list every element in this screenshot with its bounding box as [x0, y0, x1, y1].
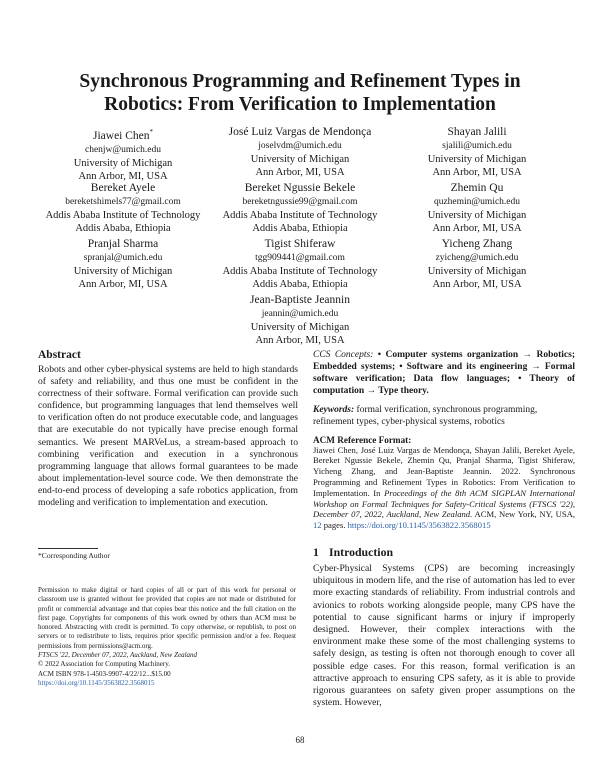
- author-affiliation: University of Michigan: [73, 157, 173, 169]
- author-email: tgg909441@gmail.com: [255, 253, 345, 263]
- author-location: Ann Arbor, MI, USA: [432, 167, 522, 178]
- author-block: [208, 181, 392, 235]
- author-name: Bereket Ngussie Bekele: [244, 182, 356, 194]
- author-affiliation: Addis Ababa Institute of Technology: [222, 266, 378, 277]
- author-name: Yicheng Zhang: [441, 238, 513, 250]
- author-location: Addis Ababa, Ethiopia: [252, 223, 348, 234]
- author-name: José Luiz Vargas de Mendonça: [228, 126, 372, 138]
- author-location: Ann Arbor, MI, USA: [432, 279, 522, 290]
- author-email: bereketngussie99@gmail.com: [242, 197, 358, 207]
- author-affiliation: Addis Ababa Institute of Technology: [222, 210, 378, 221]
- keywords: [313, 404, 575, 428]
- right-column: [313, 349, 575, 709]
- author-block: [208, 237, 392, 291]
- author-block: [392, 181, 562, 235]
- author-name: Shayan Jalili: [447, 126, 507, 138]
- author-email: sjalili@umich.edu: [442, 141, 512, 151]
- copyright-doi-link[interactable]: https://doi.org/10.1145/3563822.3568015: [38, 678, 155, 687]
- author-block: [38, 237, 208, 291]
- paper-title: [40, 70, 560, 116]
- author-block: [392, 125, 562, 179]
- author-affiliation: University of Michigan: [427, 154, 527, 165]
- author-affiliation: University of Michigan: [250, 322, 350, 333]
- author-affiliation: University of Michigan: [73, 266, 173, 277]
- venue-line: FTSCS '22, December 07, 2022, Auckland, New Zealand: [38, 651, 198, 660]
- ccs-concepts: [313, 349, 575, 397]
- abstract-text: Robots and other cyber-physical systems are held to high standards of safety and reliability, and thus one must be confident in the correctness of their software. Formal verification can provide such confidence, but programming languages that lend themselves well to verification often do not produce executable code, and languages that are executable do not typically have precise enough formal semantics. We present MARVeLus, a stream-based approach to combining verification and execution in a synchronous programming language that allows formal guarantees to be made about implementation-level source code. We then demonstrate the end-to-end process of developing a safe robotics application, from modeling and verification to implementation and execution.: [38, 364, 298, 509]
- author-location: Addis Ababa, Ethiopia: [75, 223, 171, 234]
- author-name: Jiawei Chen*: [92, 128, 154, 142]
- introduction-heading: 1 Introduction: [313, 544, 394, 559]
- author-affiliation: University of Michigan: [427, 266, 527, 277]
- author-affiliation: University of Michigan: [250, 154, 350, 165]
- footnote: *Corresponding Author: [38, 551, 110, 560]
- title-line-1: Synchronous Programming and Refinement Types in: [79, 71, 521, 92]
- author-block: [38, 181, 208, 235]
- title-line-2: Robotics: From Verification to Implementation: [104, 94, 496, 115]
- keywords-label: Keywords:: [313, 405, 355, 416]
- ccs-concept-2: • Software and its engineering → Formal software verification; Data flow languages;: [313, 362, 575, 385]
- author-email: zyicheng@umich.edu: [435, 253, 519, 263]
- author-name: Zhemin Qu: [450, 182, 504, 194]
- author-name: Bereket Ayele: [90, 182, 156, 194]
- author-email: jeannin@umich.edu: [261, 309, 339, 319]
- isbn-line: ACM ISBN 978-1-4503-9907-4/22/12...$15.00: [38, 669, 171, 678]
- author-block: [208, 125, 392, 179]
- section-number: 1: [313, 544, 319, 559]
- author-location: Ann Arbor, MI, USA: [78, 279, 168, 290]
- ccs-concept-1: • Computer systems organization → Robotics; Embedded systems;: [313, 350, 575, 373]
- author-location: Ann Arbor, MI, USA: [432, 223, 522, 234]
- author-email: quzhemin@umich.edu: [433, 197, 521, 207]
- author-block: [392, 237, 562, 291]
- reference-format-heading: ACM Reference Format:: [313, 434, 412, 445]
- author-block: [208, 293, 392, 347]
- author-location: Ann Arbor, MI, USA: [255, 335, 345, 346]
- pages-link[interactable]: 12: [313, 520, 322, 531]
- author-name: Pranjal Sharma: [87, 238, 159, 250]
- author-affiliation: Addis Ababa Institute of Technology: [45, 210, 201, 221]
- author-mark: *: [149, 128, 154, 136]
- page-number: 68: [295, 735, 305, 745]
- left-column: [38, 349, 298, 509]
- author-name: Jean-Baptiste Jeannin: [250, 294, 350, 306]
- author-block: [38, 125, 208, 183]
- author-location: Ann Arbor, MI, USA: [255, 167, 345, 178]
- author-affiliation: University of Michigan: [427, 210, 527, 221]
- footnote-rule: [38, 548, 98, 549]
- author-location: Ann Arbor, MI, USA: [78, 170, 168, 182]
- permission-text: Permission to make digital or hard copies of all or part of this work for personal or classroom use is granted without fee provided that copies are not made or distributed for profit or commercial advantage and that copies bear this notice and the full citation on the first page. Copyrights for components of this work owned by others than ACM must be honored. Abstracting with credit is permitted. To copy otherwise, or republish, to post on servers or to redistribute to lists, requires prior specific permission and/or a fee. Request permissions from permissions@acm.org.: [38, 586, 296, 650]
- author-email: joselvdm@umich.edu: [258, 141, 342, 151]
- copyright-line: © 2022 Association for Computing Machinery.: [38, 660, 171, 669]
- author-name: Tigist Shiferaw: [264, 238, 336, 250]
- author-email: chenjw@umich.edu: [84, 144, 162, 155]
- copyright-block: [38, 586, 296, 688]
- author-email: spranjal@umich.edu: [83, 253, 163, 263]
- keywords-text: formal verification, synchronous programming, refinement types, cyber-physical systems, robotics: [313, 405, 538, 428]
- abstract-heading: Abstract: [38, 349, 81, 361]
- introduction-text: Cyber-Physical Systems (CPS) are becoming increasingly ubiquitous in modern life, and the rise of automation has led to ever more exacting standards of reliability. From industrial controls and avionics to robots working alongside people, many CPS have the potential to cause significant harms or injury if improperly designed. However, their complex interactions with the environment make these some of the most challenging systems to safely design, as testing is often not thorough enough to cover all possible edge cases. For this reason, formal verification is an attractive approach to ensuring CPS safety, as it is able to provide rigorous guarantees on safety given proper assumptions on the system. However,: [313, 562, 575, 709]
- reference-format-text: Jiawei Chen, José Luiz Vargas de Mendonça, Shayan Jalili, Bereket Ayele, Bereket Ngussie Bekele, Zhemin Qu, Pranjal Sharma, Tigist Shiferaw, Yicheng Zhang, and Jean-Baptiste Jeannin. 2022. Synchronous Programming and Refinement Types in Robotics: From Verification to Implementation. In Proceedings of the 8th ACM SIGPLAN International Workshop on Formal Techniques for Safety-Critical Systems (FTSCS '22), December 07, 2022, Auckland, New Zealand. ACM, New York, NY, USA, 12 pages. https://doi.org/10.1145/3563822.3568015: [313, 444, 575, 531]
- author-location: Addis Ababa, Ethiopia: [252, 279, 348, 290]
- ccs-concept-3: • Theory of computation → Type theory.: [313, 374, 576, 397]
- author-email: bereketshimels77@gmail.com: [65, 197, 181, 207]
- ccs-label: CCS Concepts:: [313, 350, 374, 360]
- reference-doi-link[interactable]: https://doi.org/10.1145/3563822.3568015: [347, 520, 491, 531]
